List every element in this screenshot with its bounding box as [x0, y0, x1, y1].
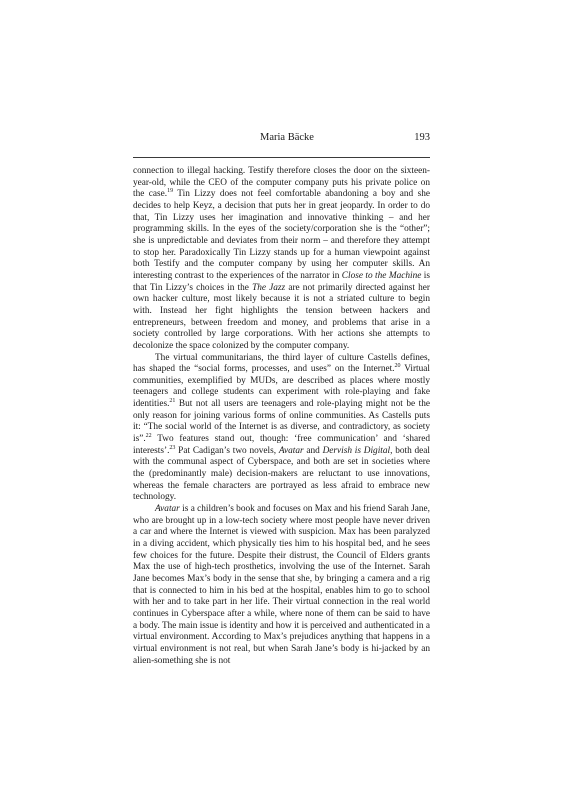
header-rule: [133, 157, 430, 158]
paragraph: [133, 166, 430, 353]
text-run: are not primarily directed against her own hacker culture, most likely because it is not a striated culture to begin with. Instead her fight highlights the tension between hackers and entrepreneurs, between freedom and money, and problems that arise in a society controlled by large corporations. With her actions she attempts to decolonize the space colonized by the computer company.: [133, 282, 431, 351]
text-run: Pat Cadigan’s two novels,: [175, 445, 279, 456]
paragraph: [133, 353, 430, 505]
text-run: But not all users are teenagers and role-playing might not be the only reason for joining various forms of online communities. As Castells puts it: “The social world of the Internet is as diverse, and contradictory, as society is”.: [133, 399, 430, 445]
italic-title: Avatar: [278, 445, 304, 456]
running-header: [133, 132, 430, 146]
text-run: Two features stand out, though: ‘free communication’ and ‘shared interests’.: [133, 434, 430, 456]
text-run: is that Tin Lizzy’s choices in the: [133, 270, 431, 293]
body-text: [133, 166, 430, 667]
italic-title: Avatar: [155, 504, 180, 515]
page-number: 193: [414, 132, 430, 143]
footnote-marker: 23: [169, 444, 176, 451]
footnote-marker: 20: [394, 363, 401, 370]
italic-title: Dervish is Digital: [322, 445, 391, 456]
text-run: The virtual communitarians, the third layer of culture Castells defines, has shaped the “social forms, processes, and uses” on the Internet.: [133, 352, 430, 375]
text-run: Virtual communities, exemplified by MUDs, are described as places where mostly teenagers and college students can experiment with role-playing and fake identities.: [133, 364, 430, 410]
italic-title: Close to the Machine: [341, 270, 422, 281]
text-run: , both deal with the communal aspect of Cyberspace, and both are set in societies where the (predominantly male) decision-makers are reluctant to use innovations, whereas the female characters are portrayed as less afraid to embrace new technology.: [133, 445, 430, 503]
text-run: is a children’s book and focuses on Max and his friend Sarah Jane, who are brought up in a low-tech society where most people have never driven a car and where the Internet is viewed with suspicion. Max has been paralyzed in a diving accident, which physically ties him to his hospital bed, and he sees few choices for the future. Despite their distrust, the Council of Elders grants Max the use of high-tech prosthetics, involving the use of the Internet. Sarah Jane becomes Max’s body in the sense that she, by bringing a camera and a rig that is connected to him in his bed at the hospital, enables him to go to school with her and to take part in her life. Their virtual connection in the real world continues in Cyberspace after a while, where none of them can be said to have a body. The main issue is identity and how it is perceived and authenticated in a virtual environment. According to Max’s prejudices anything that happens in a virtual environment is not real, but when Sarah Jane’s body is hi-jacked by an alien-something she is not: [133, 504, 430, 666]
text-run: and: [303, 445, 323, 456]
running-header-author: Maria Bäcke: [260, 132, 314, 143]
paragraph: [133, 504, 430, 667]
footnote-marker: 21: [169, 398, 176, 405]
text-run: Tin Lizzy does not feel comfortable abandoning a boy and she decides to help Keyz, a decision that puts her in great jeopardy. In order to do that, Tin Lizzy uses her imagination and innovative thinking – and her programming skills. In the eyes of the society/corporation she is the “other”; she is unpredictable and deviates from their norm – and therefore they attempt to stop her. Paradoxically Tin Lizzy stands up for a human viewpoint against both Testify and the computer company by using her computer skills. An interesting contrast to the experiences of the narrator in: [133, 189, 430, 281]
footnote-marker: 22: [145, 433, 152, 440]
text-run: connection to illegal hacking. Testify therefore closes the door on the sixteen-year-old, while the CEO of the computer company puts his private police on the case.: [133, 166, 430, 200]
footnote-marker: 19: [167, 188, 174, 195]
italic-title: The Jazz: [252, 282, 286, 293]
